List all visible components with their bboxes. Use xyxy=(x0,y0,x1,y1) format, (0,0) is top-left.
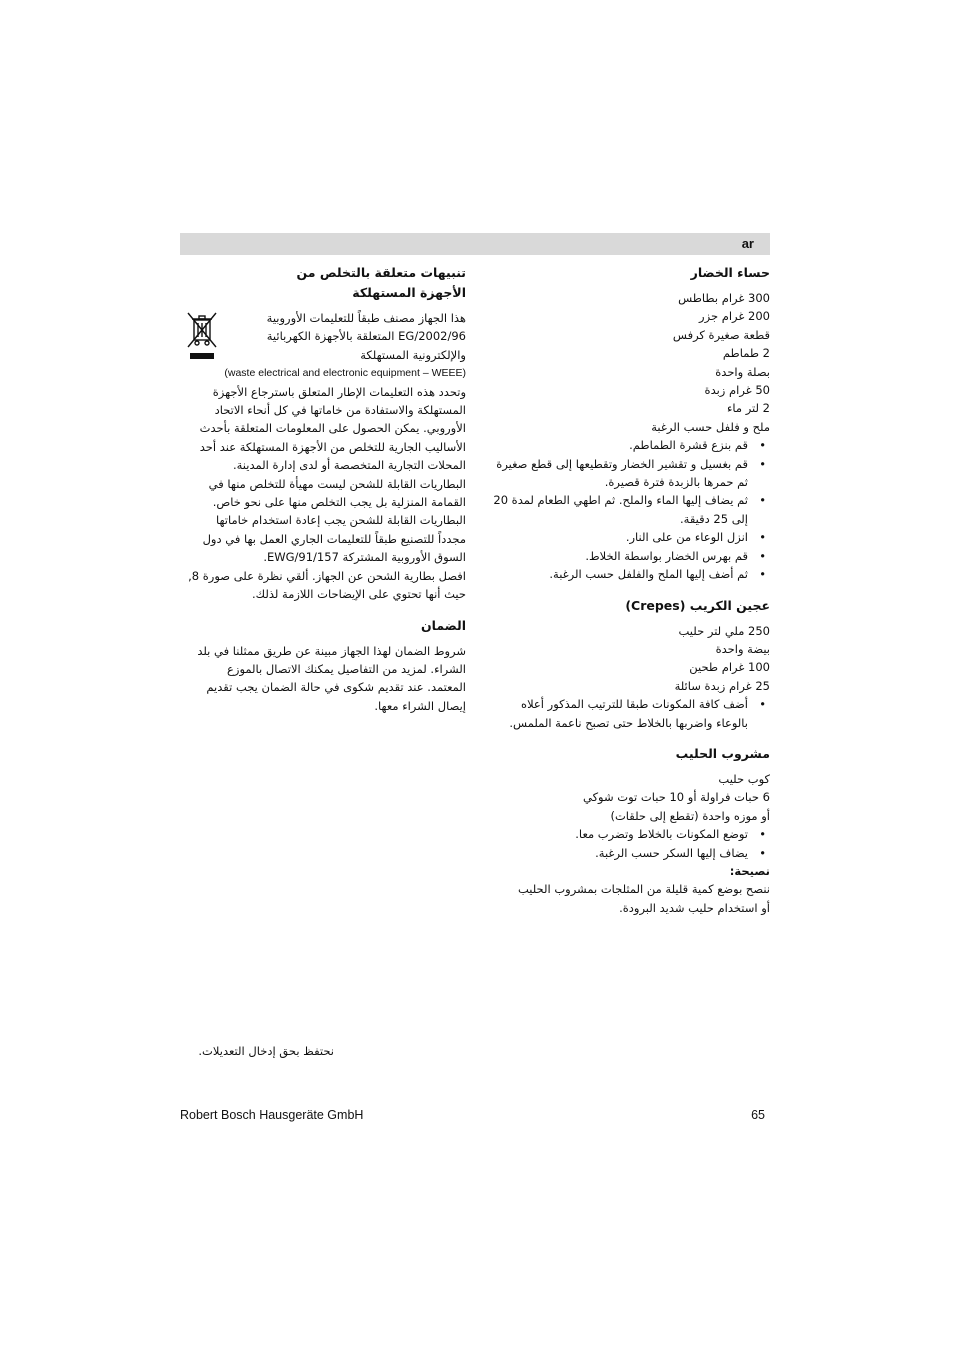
step-item: • ثم أضف إليها الملح والفلفل حسب الرغبة. xyxy=(488,565,770,583)
disposal-title-line: تنبيهات متعلقة بالتخلص من xyxy=(296,265,466,280)
disposal-title xyxy=(186,263,466,303)
ingredient-line: كوب حليب xyxy=(718,771,770,786)
ingredient-line: 25 غرام زبدة سائلة xyxy=(674,678,770,693)
ingredient-line: 100 غرام طحين xyxy=(689,660,770,675)
milkshake-steps xyxy=(488,825,770,862)
ingredient-line: أو موزه واحدة (تقطع إلى حلقات) xyxy=(610,808,770,823)
step-item: • أضف كافة المكونات طبقا للترتيب المذكور أعلاه بالوعاء واضربها بالخلاط حتى تصبح ناعمة الملمس. xyxy=(488,695,770,732)
soup-section xyxy=(488,263,770,584)
step-item: • ثم يضاف إليها الماء والملح. ثم اطهي الطعام لمدة 20 إلى 25 دقيقة. xyxy=(488,491,770,528)
milkshake-title: مشروب الحليب xyxy=(675,745,770,761)
warranty-title: الضمان xyxy=(420,617,466,633)
ingredient-line: 6 حبات فراولة أو 10 حبات توت شوكي xyxy=(583,790,770,805)
crepes-title: عجين الكريب (Crepes) xyxy=(625,597,770,613)
disposal-paragraph: البطاريات القابلة للشحن يجب إعادة استخدام خاماتها مجدداً للتصنيع طبقاً للتعليمات الجاري العمل بها في دول السوق الأوروبية المشتركة 91/157/EWG. xyxy=(202,513,466,565)
disposal-section xyxy=(186,263,466,604)
milkshake-section xyxy=(488,744,770,917)
recipes-column xyxy=(488,263,770,929)
weee-line: والإلكترونية المستهلكة xyxy=(360,347,466,362)
weee-text xyxy=(226,309,466,364)
weee-line: هذا الجهاز مصنف طبقاً للتعليمات الأوروبية xyxy=(266,311,466,325)
crossed-bin-icon xyxy=(186,311,218,361)
step-item: • انزل الوعاء من على النار. xyxy=(488,528,770,546)
weee-english: (waste electrical and electronic equipment – WEEE) xyxy=(224,367,466,380)
page-number: 65 xyxy=(751,1108,765,1122)
step-item: • قم بغسيل و تقشير الخضار وتقطيعها إلى قطع صغيرة ثم حمرها بالزبدة فترة قصيرة. xyxy=(488,455,770,492)
disposal-paragraph: البطاريات القابلة للشحن ليست مهيأة للتخلص منها في القمامة المنزلية بل يجب التخلص منها على نحو خاص. xyxy=(208,476,466,510)
ingredient-line: 250 ملي لتر حليب xyxy=(678,623,770,638)
ingredient-line: ملح و فلفل حسب الرغبة xyxy=(651,419,770,434)
legal-note: نحتفظ بحق إدخال التعديلات. xyxy=(198,1044,334,1058)
ingredient-line: 50 غرام زبدة xyxy=(704,383,770,398)
weee-notice xyxy=(186,309,466,364)
ingredient-line: 2 لتر ماء xyxy=(726,401,770,416)
ingredient-line: 300 غرام بطاطس xyxy=(678,291,770,305)
disposal-paragraph: وتحدد هذه التعليمات الإطار المتعلق باسترجاع الأجهزة المستهلكة والاستفادة من خاماتها في كل أنحاء الاتحاد الأوروبي. يمكن الحصول على المعلومات المتعلقة بأحدث الأساليب الجارية للتخلص من الأجهزة المستهلكة عند أحد المحلات التجارية المتخصصة أو لدى إدارة المدينة. xyxy=(199,384,466,473)
disposal-paragraph: افصل بطارية الشحن عن الجهاز. ألقي نظرة على صورة 8, حيث أنها تحتوي على الإيضاحات اللازمة لذلك. xyxy=(188,568,466,602)
language-code: ar xyxy=(741,236,754,251)
tip-line: أو استخدام حليب شديد البرودة. xyxy=(619,900,770,915)
crepes-steps xyxy=(488,695,770,732)
soup-ingredients xyxy=(488,289,770,436)
crepes-section xyxy=(488,596,770,732)
tip-line: ننصح بوضع كمية قليلة من المثلجات بمشروب الحليب xyxy=(517,882,770,897)
weee-line: 2002/96/EG المتعلقة بالأجهزة الكهربائية xyxy=(266,329,466,344)
language-header-bar xyxy=(180,233,770,255)
soup-steps xyxy=(488,436,770,583)
step-item: • يضاف إليها السكر حسب الرغبة. xyxy=(488,844,770,862)
warranty-section xyxy=(186,616,466,716)
warranty-text: شروط الضمان لهذا الجهاز مبينة عن طريق ممثلنا في بلد الشراء. لمزيد من التفاصيل يمكنك الاتصال بالموزع المعتمد. عند تقديم شكوى في حالة الضمان يجب تقديم إيصال الشراء معها. xyxy=(197,643,466,713)
tip-label: نصيحة: xyxy=(729,863,770,878)
crepes-ingredients xyxy=(488,622,770,696)
ingredient-line: 2 طماطم xyxy=(722,346,770,361)
soup-title: حساء الخضار xyxy=(690,265,770,280)
footer-company: Robert Bosch Hausgeräte GmbH xyxy=(180,1108,364,1122)
disposal-warranty-column xyxy=(186,263,466,727)
ingredient-line: بيضة واحدة xyxy=(715,641,770,656)
disposal-title-line: الأجهزة المستهلكة xyxy=(352,285,466,300)
ingredient-line: قطعة صغيرة كرفس xyxy=(672,327,770,342)
step-item: • توضع المكونات بالخلاط وتضرب معا. xyxy=(488,825,770,843)
step-item: • قم بنزع قشرة الطماطم. xyxy=(488,436,770,454)
milkshake-ingredients xyxy=(488,770,770,825)
step-item: • قم بهرس الخضار بواسطة الخلاط. xyxy=(488,547,770,565)
ingredient-line: بصلة واحدة xyxy=(715,364,770,379)
ingredient-line: 200 غرام جزر xyxy=(699,309,770,324)
